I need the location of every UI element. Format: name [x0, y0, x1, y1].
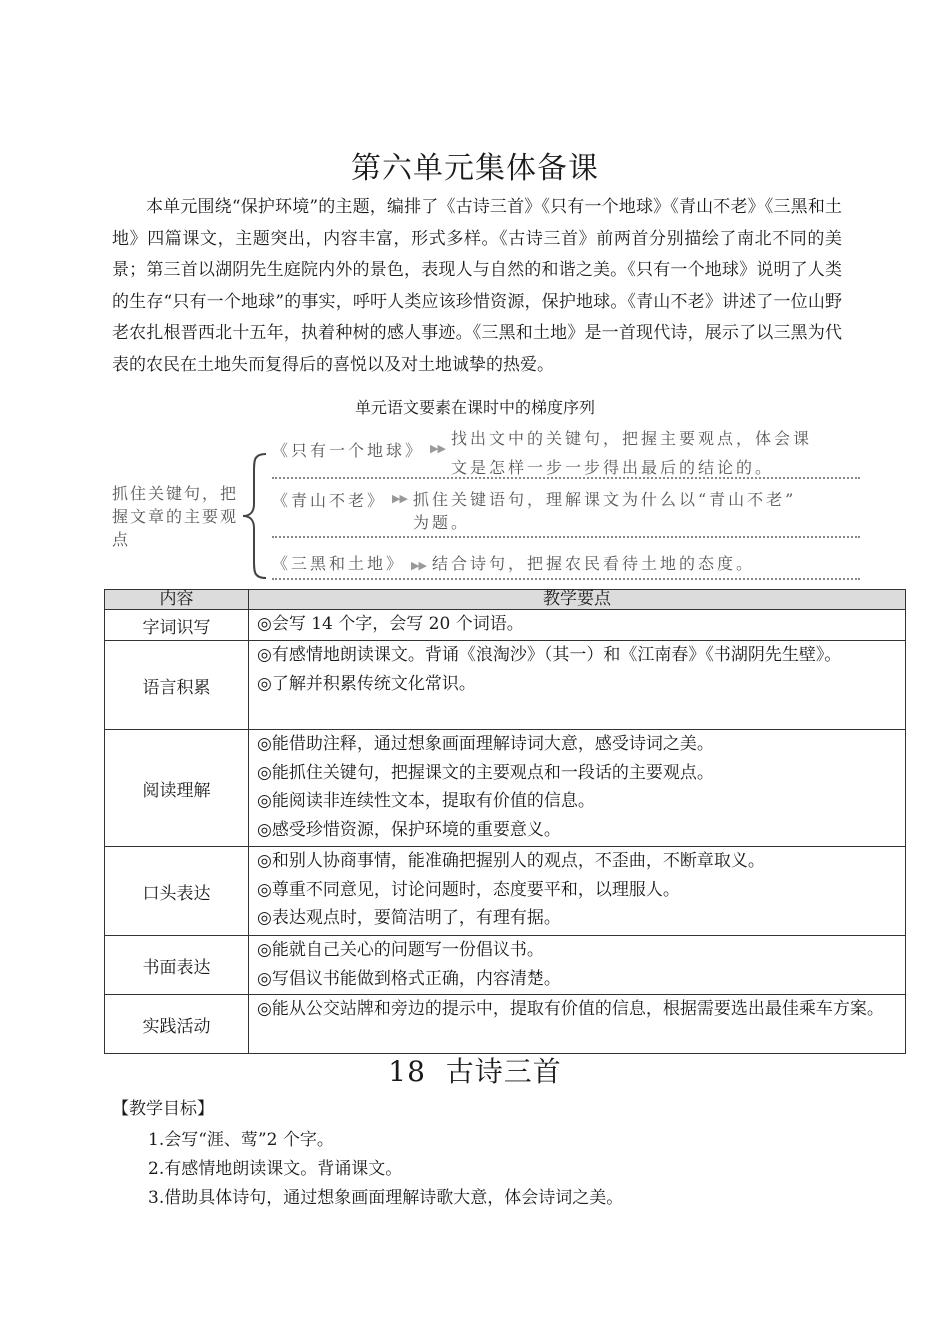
points-cell — [249, 610, 906, 641]
category-cell: 语言积累 — [105, 641, 249, 730]
points-cell — [249, 730, 906, 847]
point-item: ◎能抓住关键句，把握课文的主要观点和一段话的主要观点。 — [257, 762, 714, 783]
point-item: ◎感受珍惜资源，保护环境的重要意义。 — [257, 820, 561, 841]
arrow-icon: ▶▶ — [392, 492, 407, 505]
dotted-divider — [272, 477, 860, 479]
point-item: ◎有感情地朗读课文。背诵《浪淘沙》（其一）和《江南春》《书湖阴先生壁》。 — [257, 645, 842, 665]
table-row — [105, 610, 906, 641]
arrow-icon: ▶▶ — [430, 442, 445, 455]
ladder-lesson: 《青山不老》 — [272, 491, 387, 510]
point-item: ◎能阅读非连续性文本，提取有价值的信息。 — [257, 791, 595, 812]
lesson-title: 18 古诗三首 — [388, 1055, 562, 1088]
points-cell — [249, 995, 906, 1054]
points-cell — [249, 641, 906, 730]
ladder-left-label: 抓住关键句，把握文章的主要观点 — [112, 484, 239, 549]
point-item: ◎写倡议书能做到格式正确，内容清楚。 — [257, 968, 561, 989]
point-item: ◎表达观点时，要简洁明了，有理有据。 — [257, 908, 561, 929]
table-header-row — [105, 590, 906, 610]
point-item: ◎能就自己关心的问题写一份倡议书。 — [257, 940, 544, 960]
ladder-lesson: 《只有一个地球》 — [272, 441, 425, 460]
page-title: 第六单元集体备课 — [351, 151, 599, 186]
table-row — [105, 847, 906, 936]
ladder-desc: 找出文中的关键句，把握主要观点，体会课 文是怎样一步一步得出最后的结论的。 — [450, 429, 812, 477]
teaching-points-table — [104, 589, 906, 1054]
category-cell: 阅读理解 — [105, 730, 249, 847]
goals-heading: 【教学目标】 — [112, 1099, 214, 1119]
category-cell: 书面表达 — [105, 936, 249, 995]
point-item: ◎会写 14 个字，会写 20 个词语。 — [257, 614, 524, 634]
goal-item: 1.会写“涯、莺”2 个字。 — [148, 1130, 334, 1150]
points-cell — [249, 936, 906, 995]
ladder-lesson: 《三黑和土地》 — [272, 554, 406, 573]
category-cell: 字词识写 — [105, 610, 249, 641]
ladder-desc: 结合诗句，把握农民看待土地的态度。 — [431, 554, 755, 573]
arrow-icon: ▶▶ — [411, 559, 426, 572]
point-item: ◎尊重不同意见，讨论问题时，态度要平和，以理服人。 — [257, 879, 680, 900]
category-cell: 实践活动 — [105, 995, 249, 1054]
goal-item: 3.借助具体诗句，通过想象画面理解诗歌大意，体会诗词之美。 — [148, 1188, 624, 1208]
header-content: 内容 — [105, 590, 249, 610]
ladder-row-3 — [272, 551, 755, 574]
points-cell — [249, 847, 906, 936]
ladder-title: 单元语文要素在课时中的梯度序列 — [354, 398, 595, 417]
dotted-divider — [272, 578, 860, 580]
point-item: ◎了解并积累传统文化常识。 — [257, 673, 476, 694]
point-item: ◎能从公交站牌和旁边的提示中，提取有价值的信息，根据需要选出最佳乘车方案。 — [257, 999, 884, 1019]
ladder-desc: 抓住关键语句，理解课文为什么以“青山不老” 为题。 — [412, 490, 797, 532]
curly-brace-icon — [240, 452, 270, 580]
ladder-row-2 — [272, 488, 796, 534]
table-row — [105, 995, 906, 1054]
point-item: ◎能借助注释，通过想象画面理解诗词大意，感受诗词之美。 — [257, 734, 714, 754]
point-item: ◎和别人协商事情，能准确把握别人的观点，不歪曲，不断章取义。 — [257, 851, 765, 871]
table-row — [105, 730, 906, 847]
header-points: 教学要点 — [249, 590, 906, 610]
category-cell: 口头表达 — [105, 847, 249, 936]
table-row — [105, 936, 906, 995]
goal-item: 2.有感情地朗读课文。背诵课文。 — [148, 1159, 403, 1179]
intro-paragraph: 本单元围绕“保护环境”的主题，编排了《古诗三首》《只有一个地球》《青山不老》《三黑和土地》四篇课文，主题突出，内容丰富，形式多样。《古诗三首》前两首分别描绘了南北不同的美景；第三首以湖阴先生庭院内外的景色，表现人与自然的和谐之美。《只有一个地球》说明了人类的生存“只有一个地球”的事实，呼吁人类应该珍惜资源，保护地球。《青山不老》讲述了一位山野老农扎根晋西北十五年，执着种树的感人事迹。《三黑和土地》是一首现代诗，展示了以三黑为代表的农民在土地失而复得后的喜悦以及对土地诚挚的热爱。 — [112, 197, 842, 375]
dotted-divider — [272, 536, 860, 538]
table-row — [105, 641, 906, 730]
ladder-row-1 — [272, 424, 812, 482]
